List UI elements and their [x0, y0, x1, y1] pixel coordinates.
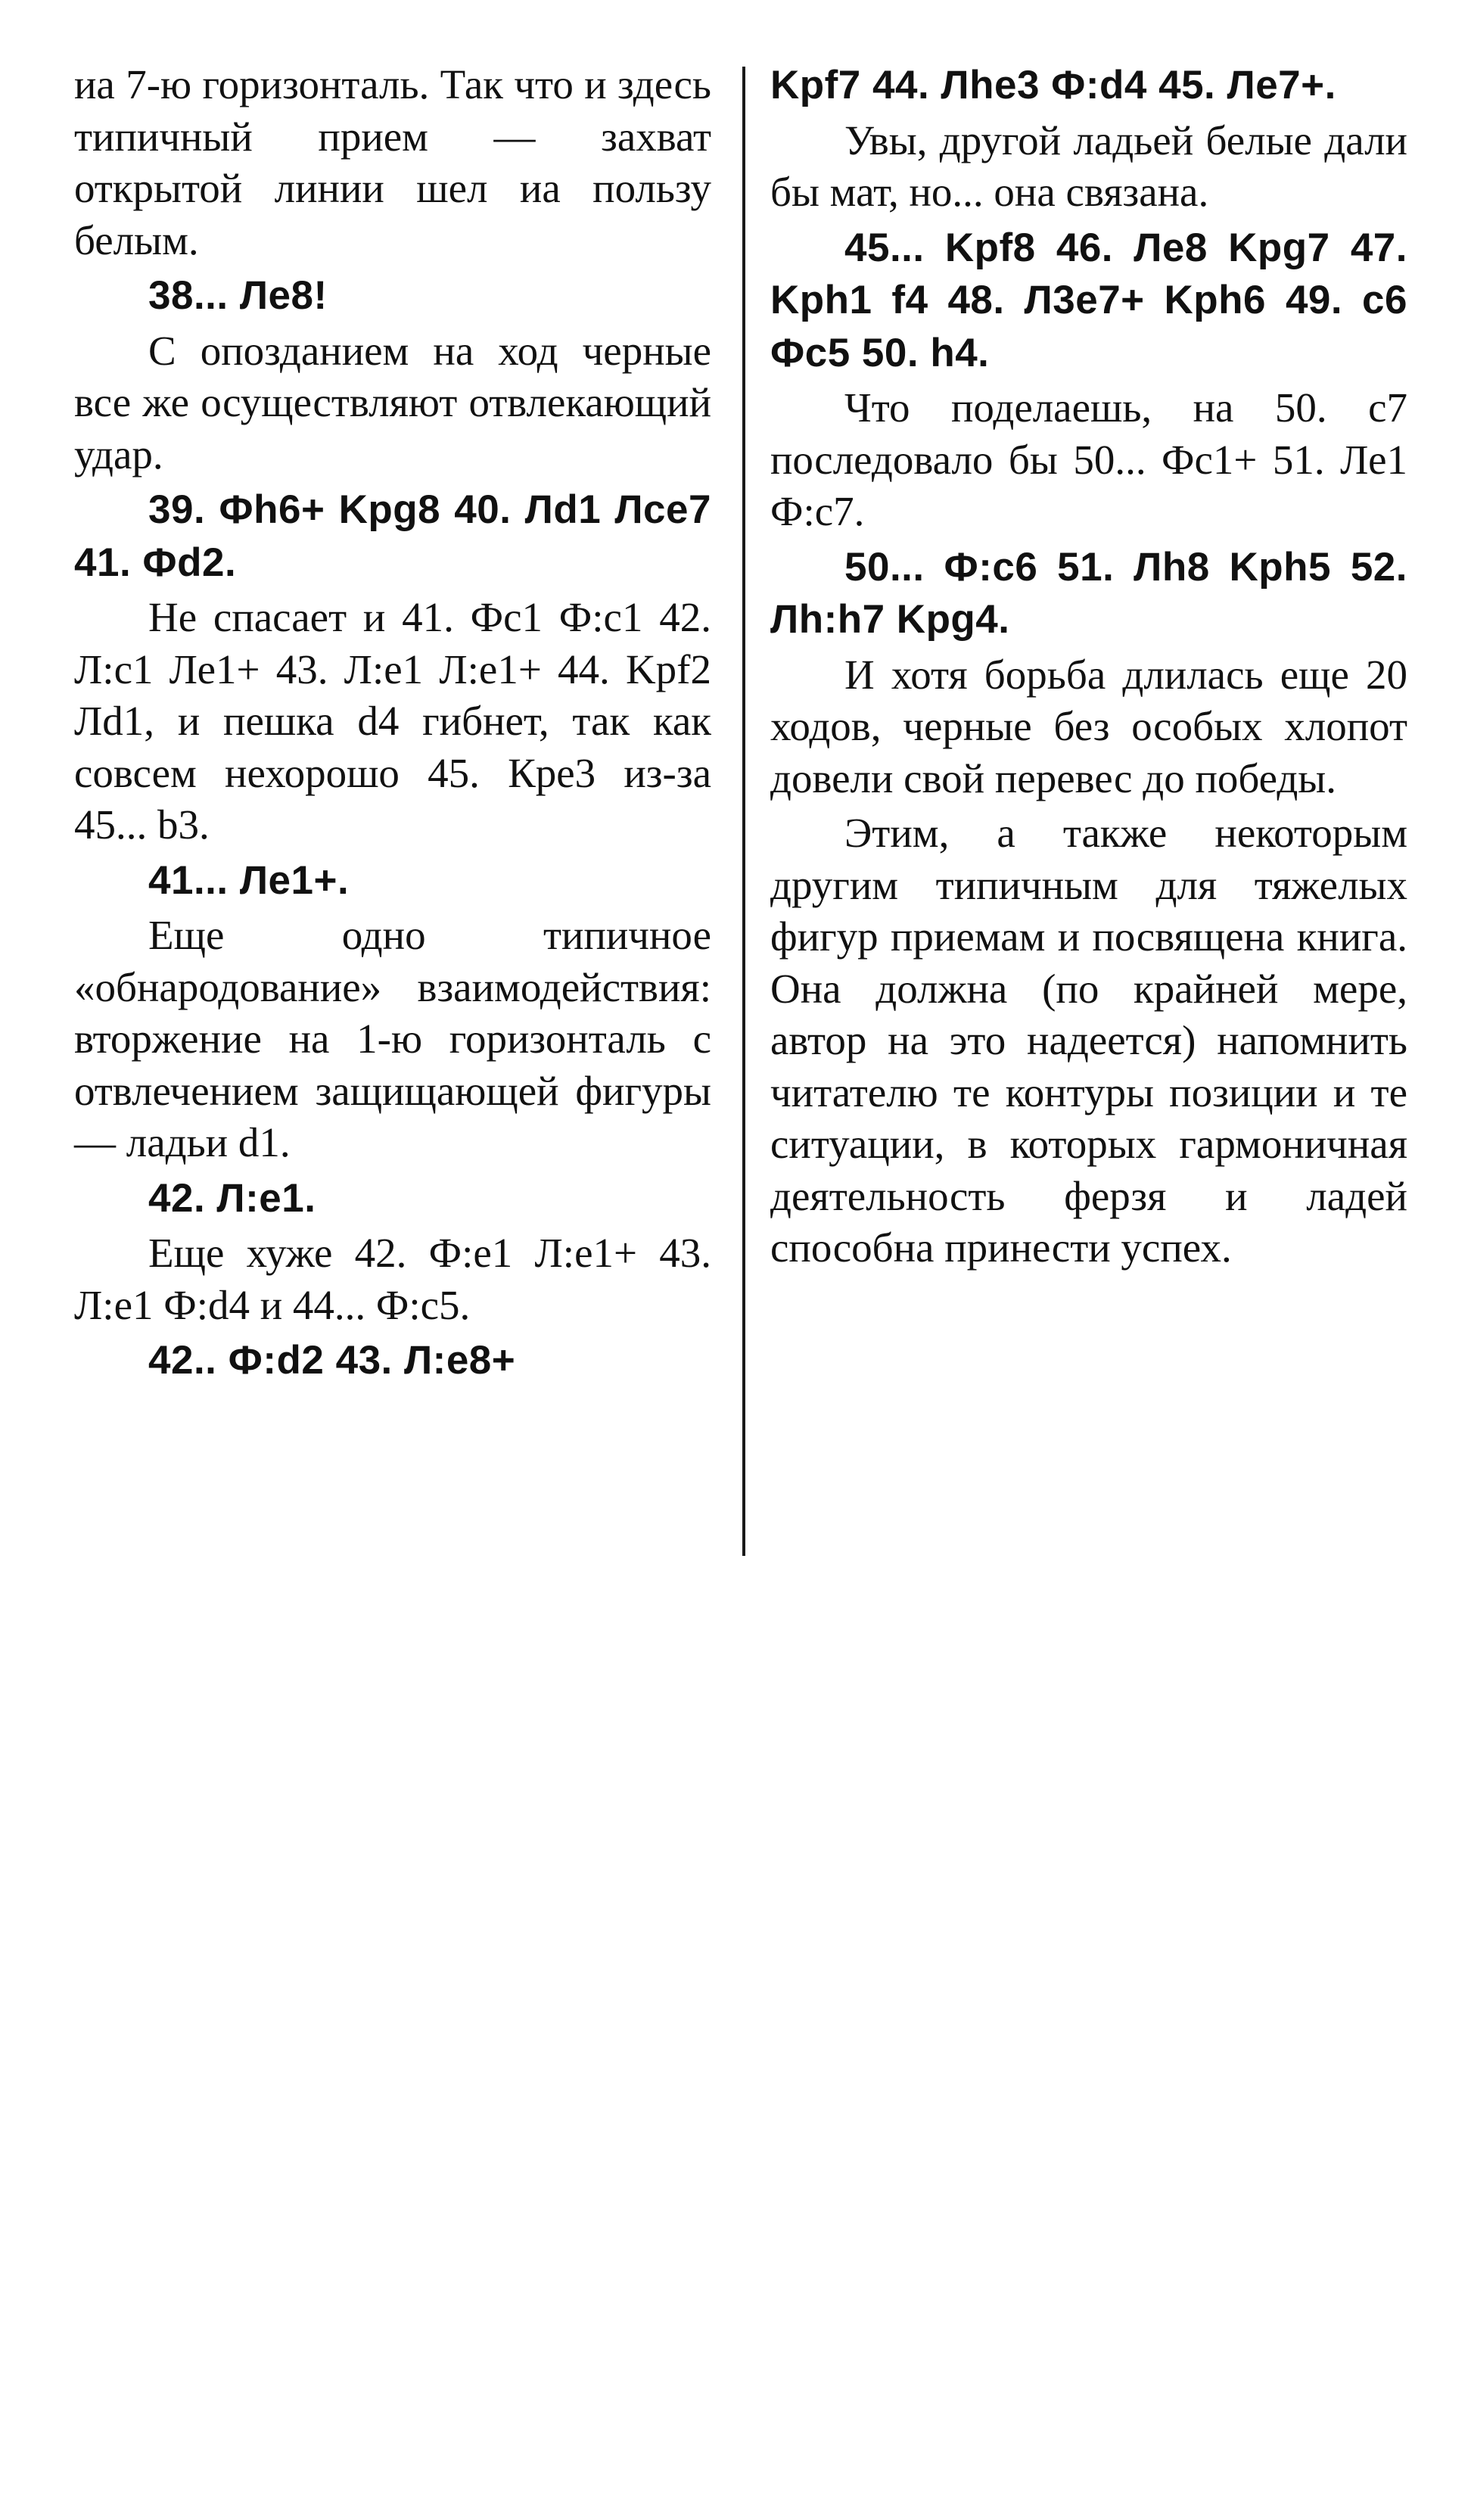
text-paragraph: Еще одно типичное «обнародование» взаимодействия: вторжение на 1-ю горизонталь с отвлечением защищающей фигуры — ладьи d1. [74, 912, 711, 1165]
text-paragraph: иа 7-ю горизонталь. Так что и здесь типичный прием — захват открытой линии шел иа пользу белым. [74, 61, 711, 263]
column-divider [742, 67, 745, 1556]
move-notation: 50... Ф:c6 51. Лh8 Kph5 52. Лh:h7 Kpg4. [770, 544, 1407, 642]
text-paragraph: Еще хуже 42. Ф:e1 Л:e1+ 43. Л:e1 Ф:d4 и 44... Ф:c5. [74, 1230, 711, 1328]
move-notation: 42.. Ф:d2 43. Л:e8+ [148, 1338, 516, 1383]
move-notation: 41... Ле1+. [148, 857, 350, 903]
move-notation: Kpf7 44. Лhe3 Ф:d4 45. Ле7+. [770, 63, 1336, 107]
text-paragraph: Этим, а также некоторым другим типичным для тяжелых фигур приемам и посвящена книга. Она должна (по крайней мере, автор на это надеется) напомнить читателю те контуры позиции и те ситуации, в которых гармоничная деятельность ферзя и ладей способна принести успех. [770, 810, 1407, 1271]
move-notation: 42. Л:e1. [148, 1175, 316, 1221]
text-paragraph: Не спасает и 41. Фc1 Ф:c1 42. Л:c1 Ле1+ 43. Л:e1 Л:e1+ 44. Kpf2 Лd1, и пешка d4 гибнет, так как совсем нехорошо 45. Кре3 из-за 45... b3. [74, 594, 711, 848]
text-paragraph: Увы, другой ладьей белые дали бы мат, но... она связана. [770, 117, 1407, 215]
move-notation: 39. Фh6+ Kpg8 40. Лd1 Лce7 41. Фd2. [74, 487, 711, 585]
right-column [770, 59, 1407, 1277]
move-notation: 38... Ле8! [148, 273, 328, 318]
text-paragraph: И хотя борьба длилась еще 20 ходов, черные без особых хлопот довели свой перевес до победы. [770, 651, 1407, 801]
text-paragraph: С опозданием на ход черные все же осуществляют отвлекающий удар. [74, 327, 711, 478]
move-notation: 45... Kpf8 46. Ле8 Kpg7 47. Kph1 f4 48. Л3e7+ Kph6 49. c6 Фc5 50. h4. [770, 225, 1407, 375]
left-column [74, 59, 711, 1390]
text-paragraph: Что поделаешь, на 50. c7 последовало бы 50... Фc1+ 51. Ле1 Ф:c7. [770, 384, 1407, 534]
